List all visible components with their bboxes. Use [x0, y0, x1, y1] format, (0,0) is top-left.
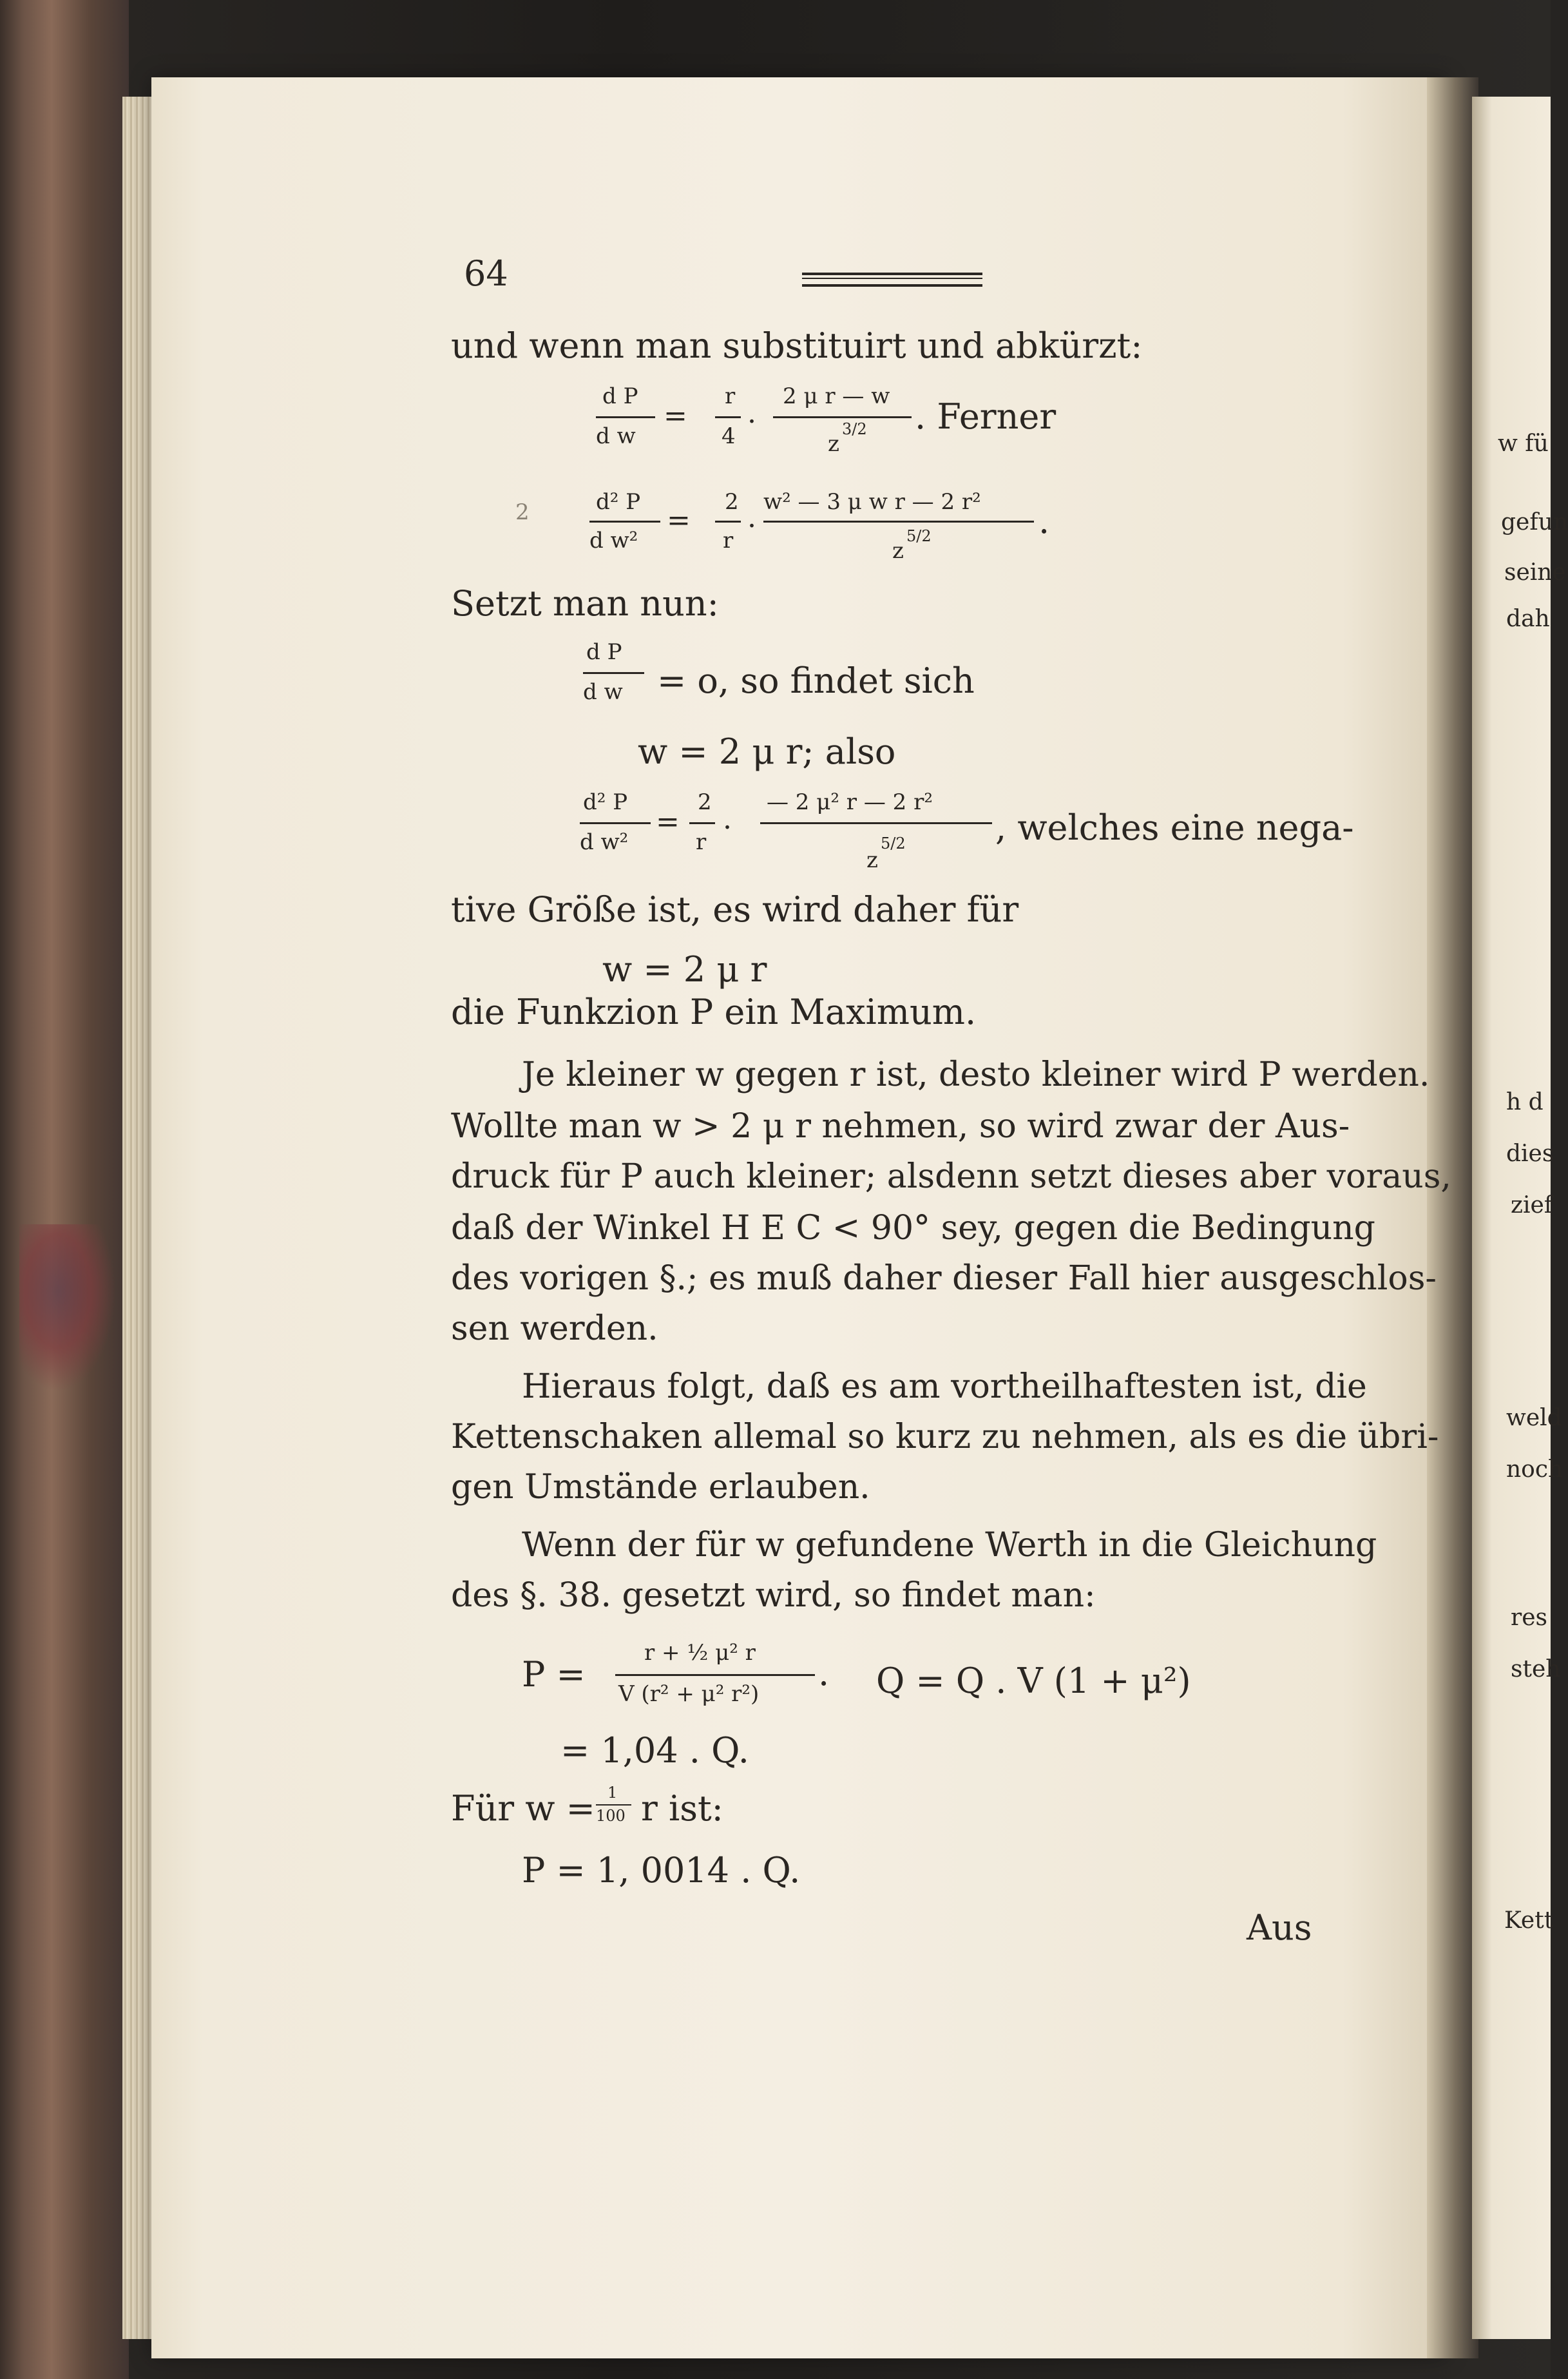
eq2-after: . [1038, 501, 1050, 541]
eq3-rhs: = o, so findet sich [657, 660, 975, 701]
eq5-fraction-bar [580, 822, 651, 824]
eq5-frac-bar [760, 822, 992, 824]
equation-6: w = 2 μ r [602, 949, 767, 990]
eq1-f-num: r [725, 383, 736, 409]
para2-line: gen Umstände erlauben. [451, 1468, 870, 1507]
equation-9: P = 1, 0014 . Q. [522, 1850, 801, 1891]
eq2-f-bar [715, 521, 741, 523]
eq1-frac-num: 2 μ r — w [783, 383, 890, 409]
eq2-fraction-bar [589, 521, 660, 523]
eq1-frac-bar [773, 416, 912, 418]
eq1-after: . Ferner [915, 396, 1056, 437]
fuer-frac-num: 1 [607, 1784, 618, 1802]
eq5-frac-exp: 5/2 [881, 834, 906, 852]
eq2-numerator: d² P [596, 489, 641, 515]
facing-fragment: zief [1511, 1192, 1553, 1218]
eq2-frac-num: w² — 3 μ w r — 2 r² [763, 489, 981, 515]
eq5-frac-num: — 2 μ² r — 2 r² [767, 789, 933, 815]
eq5-equals: = [656, 805, 680, 838]
eq5-denominator: d w² [580, 829, 629, 855]
facing-fragment: Kett [1504, 1907, 1554, 1934]
book-gutter [1427, 77, 1478, 2358]
facing-fragment: gefun [1501, 509, 1568, 535]
facing-fragment: weld [1506, 1405, 1562, 1431]
fuer-after: r ist: [641, 1788, 723, 1829]
fuer-text: Für w = [451, 1788, 595, 1829]
eq2-frac-bar [763, 521, 1034, 523]
eq5-dot: . [723, 803, 732, 836]
header-rule [802, 273, 982, 287]
eq1-numerator: d P [602, 383, 638, 409]
line-funkzion: die Funkzion P ein Maximum. [451, 992, 977, 1032]
eq7-denominator: V (r² + μ² r²) [618, 1681, 760, 1707]
setzt-line: Setzt man nun: [451, 583, 719, 624]
facing-fragment: dies [1506, 1141, 1554, 1167]
equation-4: w = 2 μ r; also [638, 731, 896, 772]
eq3-denominator: d w [583, 679, 623, 705]
eq1-f-bar [715, 416, 741, 418]
intro-line: und wenn man substituirt und abkürzt: [451, 325, 1143, 366]
eq1-equals: = [664, 400, 687, 432]
para2-line: Hieraus folgt, daß es am vortheilhaftesten ist, die [522, 1367, 1367, 1406]
para3-line: des §. 38. gesetzt wird, so findet man: [451, 1576, 1096, 1615]
facing-fragment: w fü [1498, 430, 1549, 457]
eq5-f-num: 2 [698, 789, 712, 815]
facing-fragment: res [1511, 1604, 1547, 1631]
eq5-f-den: r [696, 829, 707, 855]
eq2-frac-den: z [892, 538, 904, 564]
eq1-f-den: 4 [722, 423, 736, 449]
para1-line: Je kleiner w gegen r ist, desto kleiner wird P werden. [522, 1055, 1430, 1094]
eq7-fraction-bar [615, 1674, 815, 1676]
eq5-f-bar [689, 822, 715, 824]
eq5-frac-den: z [866, 847, 878, 873]
eq7-lhs: P = [522, 1654, 586, 1695]
eq1-frac-exp: 3/2 [842, 420, 867, 438]
facing-fragment: noch [1506, 1456, 1563, 1483]
eq1-fraction-bar [596, 416, 655, 418]
para1-line: daß der Winkel H E C < 90° sey, gegen die Bedingung [451, 1209, 1375, 1247]
eq1-denominator: d w [596, 423, 636, 449]
eq2-f-num: 2 [725, 489, 739, 515]
eq2-equals: = [667, 504, 691, 537]
eq3-numerator: d P [586, 639, 622, 665]
para3-line: Wenn der für w gefundene Werth in die Gleichung [522, 1526, 1377, 1565]
marbled-edge [19, 1224, 116, 1392]
para2-line: Kettenschaken allemal so kurz zu nehmen, als es die übri- [451, 1418, 1439, 1456]
eq5-numerator: d² P [583, 789, 628, 815]
page-number: 64 [464, 253, 508, 294]
facing-fragment: h d [1506, 1089, 1544, 1115]
facing-fragment: dah [1506, 606, 1550, 632]
eq3-fraction-bar [583, 672, 644, 674]
eq2-f-den: r [723, 528, 734, 554]
fuer-frac-bar [596, 1804, 631, 1806]
eq2-dot: . [747, 501, 756, 534]
eq2-frac-exp: 5/2 [906, 527, 932, 545]
para1-line: sen werden. [451, 1309, 658, 1348]
para1-line: druck für P auch kleiner; alsdenn setzt dieses aber voraus, [451, 1157, 1451, 1196]
line-tive: tive Größe ist, es wird daher für [451, 889, 1019, 930]
eq1-dot: . [747, 397, 756, 430]
para1-line: des vorigen §.; es muß daher dieser Fall hier ausgeschlos- [451, 1259, 1437, 1298]
margin-note: 2 [515, 499, 530, 525]
facing-fragment: seine [1504, 559, 1566, 586]
eq2-denominator: d w² [589, 528, 638, 554]
para1-line: Wollte man w > 2 μ r nehmen, so wird zwar der Aus- [451, 1107, 1350, 1146]
book-cover-left [0, 0, 129, 2379]
eq1-frac-den: z [828, 431, 839, 457]
facing-fragment: steh [1511, 1656, 1561, 1682]
eq7-numerator: r + ½ μ² r [644, 1640, 756, 1666]
eq7-after: . [818, 1653, 830, 1693]
fuer-frac-den: 100 [596, 1807, 626, 1825]
equation-8: = 1,04 . Q. [560, 1730, 749, 1771]
catchword: Aus [1247, 1907, 1312, 1948]
eq5-after: , welches eine nega- [995, 807, 1354, 848]
eq7-q: Q = Q . V (1 + μ²) [876, 1661, 1191, 1701]
